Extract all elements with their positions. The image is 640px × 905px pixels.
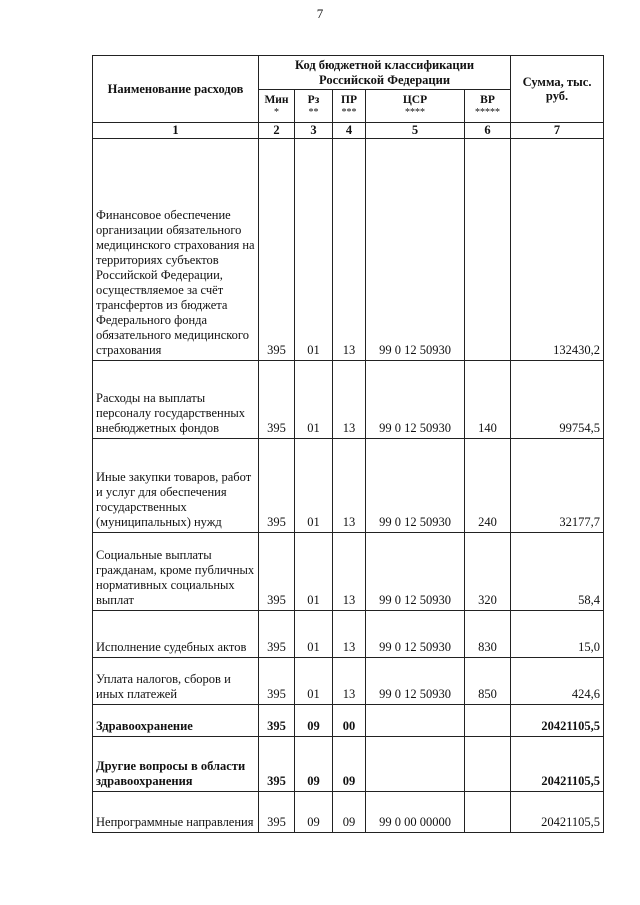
row-min: 395 bbox=[259, 439, 295, 533]
col-number: 2 bbox=[259, 123, 295, 139]
row-rz: 09 bbox=[295, 705, 333, 737]
row-name: Непрограммные направления bbox=[93, 792, 259, 833]
row-pr: 13 bbox=[333, 139, 366, 361]
row-min: 395 bbox=[259, 658, 295, 705]
row-sum: 20421105,5 bbox=[511, 792, 604, 833]
row-rz: 01 bbox=[295, 611, 333, 658]
row-rz: 01 bbox=[295, 361, 333, 439]
col-number: 7 bbox=[511, 123, 604, 139]
table-row bbox=[93, 611, 604, 658]
row-min: 395 bbox=[259, 705, 295, 737]
table-row bbox=[93, 139, 604, 361]
row-sum: 32177,7 bbox=[511, 439, 604, 533]
table-row bbox=[93, 737, 604, 792]
row-name: Другие вопросы в области здравоохранения bbox=[93, 737, 259, 792]
row-name: Уплата налогов, сборов и иных платежей bbox=[93, 658, 259, 705]
row-sum: 58,4 bbox=[511, 533, 604, 611]
page-number: 7 bbox=[316, 6, 324, 21]
table-row bbox=[93, 361, 604, 439]
row-min: 395 bbox=[259, 533, 295, 611]
row-rz: 09 bbox=[295, 792, 333, 833]
header-rz: Рз ** bbox=[295, 90, 333, 123]
row-pr: 13 bbox=[333, 658, 366, 705]
row-min: 395 bbox=[259, 611, 295, 658]
row-csr: 99 0 12 50930 bbox=[366, 139, 465, 361]
row-rz: 09 bbox=[295, 737, 333, 792]
row-sum: 99754,5 bbox=[511, 361, 604, 439]
row-csr: 99 0 12 50930 bbox=[366, 439, 465, 533]
row-name: Иные закупки товаров, работ и услуг для обеспечения государственных (муниципальных) нужд bbox=[93, 439, 259, 533]
row-pr: 13 bbox=[333, 439, 366, 533]
row-vr bbox=[465, 737, 511, 792]
table-row bbox=[93, 658, 604, 705]
row-name: Финансовое обеспечение организации обязательного медицинского страхования на территориях субъектов Российской Федерации, осуществляемое за счёт трансфертов из бюджета Федерального фонда обязательного медицинского страхования bbox=[93, 139, 259, 361]
row-pr: 13 bbox=[333, 611, 366, 658]
row-sum: 20421105,5 bbox=[511, 737, 604, 792]
table-row bbox=[93, 792, 604, 833]
col-number: 3 bbox=[295, 123, 333, 139]
budget-table bbox=[92, 55, 604, 833]
row-vr: 240 bbox=[465, 439, 511, 533]
row-pr: 13 bbox=[333, 533, 366, 611]
header-name: Наименование расходов bbox=[93, 56, 259, 123]
row-name: Социальные выплаты гражданам, кроме публичных нормативных социальных выплат bbox=[93, 533, 259, 611]
row-vr: 830 bbox=[465, 611, 511, 658]
row-pr: 09 bbox=[333, 792, 366, 833]
row-csr: 99 0 12 50930 bbox=[366, 611, 465, 658]
col-number: 1 bbox=[93, 123, 259, 139]
row-csr bbox=[366, 737, 465, 792]
table-row bbox=[93, 705, 604, 737]
header-pr: ПР *** bbox=[333, 90, 366, 123]
row-csr: 99 0 12 50930 bbox=[366, 658, 465, 705]
header-csr: ЦСР **** bbox=[366, 90, 465, 123]
row-rz: 01 bbox=[295, 139, 333, 361]
header-min: Мин * bbox=[259, 90, 295, 123]
row-name: Расходы на выплаты персоналу государственных внебюджетных фондов bbox=[93, 361, 259, 439]
column-number-row bbox=[93, 123, 604, 139]
row-csr: 99 0 12 50930 bbox=[366, 533, 465, 611]
row-rz: 01 bbox=[295, 439, 333, 533]
row-vr bbox=[465, 139, 511, 361]
row-min: 395 bbox=[259, 361, 295, 439]
row-min: 395 bbox=[259, 792, 295, 833]
row-name: Здравоохранение bbox=[93, 705, 259, 737]
row-csr: 99 0 12 50930 bbox=[366, 361, 465, 439]
row-sum: 20421105,5 bbox=[511, 705, 604, 737]
row-vr: 320 bbox=[465, 533, 511, 611]
row-vr bbox=[465, 792, 511, 833]
row-min: 395 bbox=[259, 139, 295, 361]
header-code-group: Код бюджетной классификации Российской Федерации bbox=[259, 56, 511, 90]
table-row bbox=[93, 533, 604, 611]
row-pr: 13 bbox=[333, 361, 366, 439]
table-row bbox=[93, 439, 604, 533]
col-number: 5 bbox=[366, 123, 465, 139]
col-number: 6 bbox=[465, 123, 511, 139]
row-pr: 00 bbox=[333, 705, 366, 737]
row-csr bbox=[366, 705, 465, 737]
row-sum: 15,0 bbox=[511, 611, 604, 658]
row-sum: 424,6 bbox=[511, 658, 604, 705]
row-rz: 01 bbox=[295, 533, 333, 611]
row-vr bbox=[465, 705, 511, 737]
row-rz: 01 bbox=[295, 658, 333, 705]
row-vr: 140 bbox=[465, 361, 511, 439]
row-vr: 850 bbox=[465, 658, 511, 705]
row-sum: 132430,2 bbox=[511, 139, 604, 361]
row-pr: 09 bbox=[333, 737, 366, 792]
row-min: 395 bbox=[259, 737, 295, 792]
header-sum: Сумма, тыс. руб. bbox=[511, 56, 604, 123]
header-vr: ВР ***** bbox=[465, 90, 511, 123]
col-number: 4 bbox=[333, 123, 366, 139]
row-csr: 99 0 00 00000 bbox=[366, 792, 465, 833]
row-name: Исполнение судебных актов bbox=[93, 611, 259, 658]
